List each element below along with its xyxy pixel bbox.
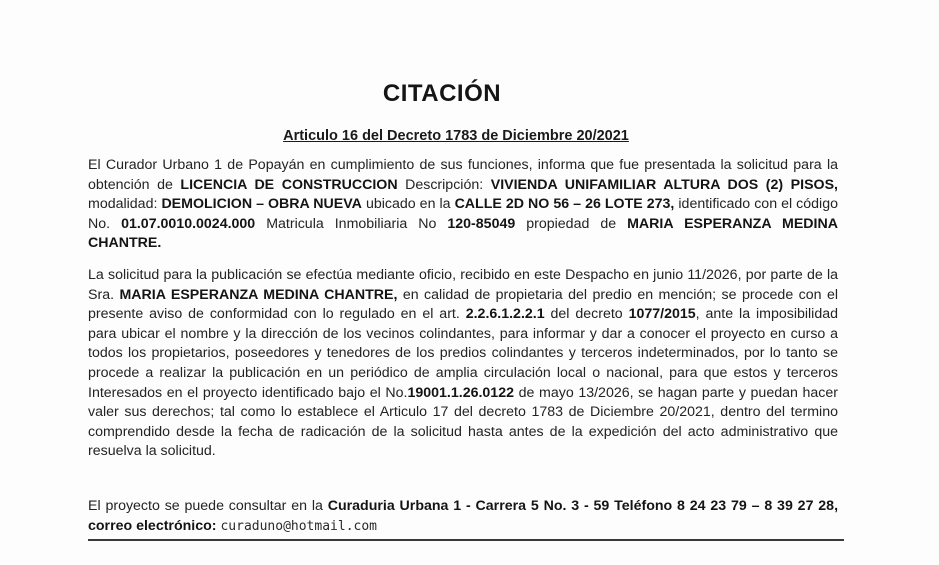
bold-run-13: MARIA ESPERANZA MEDINA CHANTRE.	[88, 215, 838, 252]
text-run-4: del decreto	[544, 306, 629, 323]
bold-run-3: 2.2.6.1.2.2.1	[465, 306, 545, 323]
contact-email: curaduno@hotmail.com	[220, 519, 378, 534]
bold-run-1: MARIA ESPERANZA MEDINA CHANTRE,	[119, 286, 398, 303]
text-run-0: El Curador Urbano 1 de Popayán en cumplimiento de sus funciones, informa que fue presentada la solicitud para la obtención de	[88, 157, 838, 193]
bold-run-1: Curaduria Urbana 1 - Carrera 5 No. 3 - 59 Teléfono 8 24 23 79 – 8 39 27 28, correo electrónico:	[88, 498, 839, 534]
text-run-10: Matricula Inmobiliaria No	[255, 215, 448, 232]
text-run-2: Descripción:	[397, 176, 491, 193]
text-run-0: El proyecto se puede consultar en la	[88, 498, 328, 514]
text-run-12: propiedad de	[515, 215, 628, 232]
bold-run-11: 120-85049	[447, 215, 516, 232]
bold-run-1: LICENCIA DE CONSTRUCCION	[180, 176, 398, 193]
text-run-0: La solicitud para la publicación se efectúa mediante oficio, recibido en este Despacho en junio 11/2026, por parte de la Sra.	[88, 267, 838, 303]
paragraph-application	[88, 156, 838, 254]
paragraph-publication	[88, 266, 838, 462]
text-run-8: identificado con el código No.	[88, 196, 838, 232]
document-subtitle: Articulo 16 del Decreto 1783 de Diciembre 20/2021	[283, 128, 629, 144]
text-run-6: , ante la imposibilidad para ubicar el nombre y la dirección de los vecinos colindantes, para informar y dar a conocer el proyecto en curso a todos los propietarios, poseedores y tenedores de los predios colindantes y terceros indeterminados, por lo tanto se procede a realizar la publicación en un periódico de amplia circulación local o nacional, para que estos y terceros Interesados en el proyecto identificado bajo el No.	[88, 306, 839, 401]
paragraph-contact	[88, 496, 838, 537]
text-run-4: modalidad:	[88, 196, 162, 213]
bold-run-3: VIVIENDA UNIFAMILIAR ALTURA DOS (2) PISOS,	[490, 176, 838, 193]
bottom-rule	[88, 539, 844, 541]
bold-run-7: CALLE 2D NO 56 – 26 LOTE 273,	[454, 196, 675, 213]
bold-run-5: 1077/2015	[628, 306, 696, 323]
bold-run-9: 01.07.0010.0024.000	[121, 215, 256, 232]
bold-run-5: DEMOLICION – OBRA NUEVA	[161, 196, 362, 213]
document-title: CITACIÓN	[382, 80, 502, 107]
bold-run-7: 19001.1.26.0122	[407, 384, 514, 401]
text-run-8: de mayo 13/2026, se hagan parte y puedan hacer valer sus derechos; tal como lo establece el Articulo 17 del decreto 1783 de Diciembre 20/2021, dentro del termino comprendido desde la fecha de radicación de la solicitud hasta antes de la expedición del acto administrativo que resuelva la solicitud.	[88, 384, 838, 460]
text-run-6: ubicado en la	[361, 196, 455, 213]
text-run-2: en calidad de propietaria del predio en mención; se procede con el presente aviso de conformidad con lo regulado en el art.	[88, 286, 838, 323]
